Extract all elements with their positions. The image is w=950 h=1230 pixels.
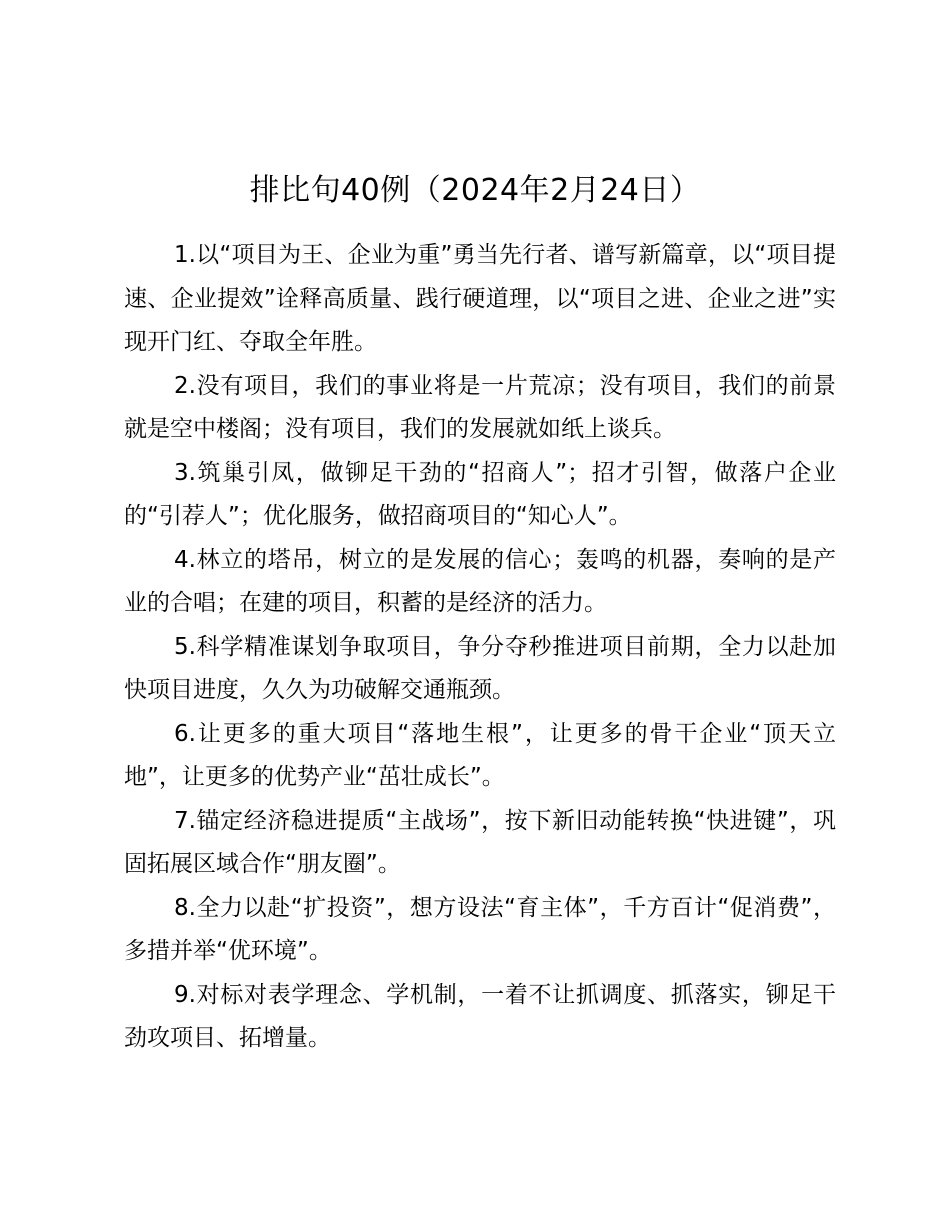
paragraph-7: 7.锚定经济稳进提质“主战场”，按下新旧动能转换“快进键”，巩固拓展区域合作“朋友圈”。 [124,807,836,877]
paragraph-6: 6.让更多的重大项目“落地生根”，让更多的骨干企业“顶天立地”，让更多的优势产业“茁壮成长”。 [124,720,836,790]
paragraph-2: 2.没有项目，我们的事业将是一片荒凉；没有项目，我们的前景就是空中楼阁；没有项目，我们的发展就如纸上谈兵。 [124,372,836,442]
paragraph-8: 8.全力以赴“扩投资”，想方设法“育主体”，千方百计“促消费”，多措并举“优环境”。 [124,894,837,964]
document-body [124,234,836,1061]
document-title: 排比句40例（2024年2月24日） [249,173,701,208]
paragraph-4: 4.林立的塔吊，树立的是发展的信心；轰鸣的机器，奏响的是产业的合唱；在建的项目，积蓄的是经济的活力。 [124,546,836,616]
paragraph-9: 9.对标对表学理念、学机制，一着不让抓调度、抓落实，铆足干劲攻项目、拓增量。 [124,981,836,1051]
paragraph-3: 3.筑巢引凤，做铆足干劲的“招商人”；招才引智，做落户企业的“引荐人”；优化服务，做招商项目的“知心人”。 [124,459,836,529]
paragraph-5: 5.科学精准谋划争取项目，争分夺秒推进项目前期，全力以赴加快项目进度，久久为功破解交通瓶颈。 [124,633,836,703]
paragraph-1: 1.以“项目为王、企业为重”勇当先行者、谱写新篇章，以“项目提速、企业提效”诠释高质量、践行硬道理，以“项目之进、企业之进”实现开门红、夺取全年胜。 [124,242,836,355]
